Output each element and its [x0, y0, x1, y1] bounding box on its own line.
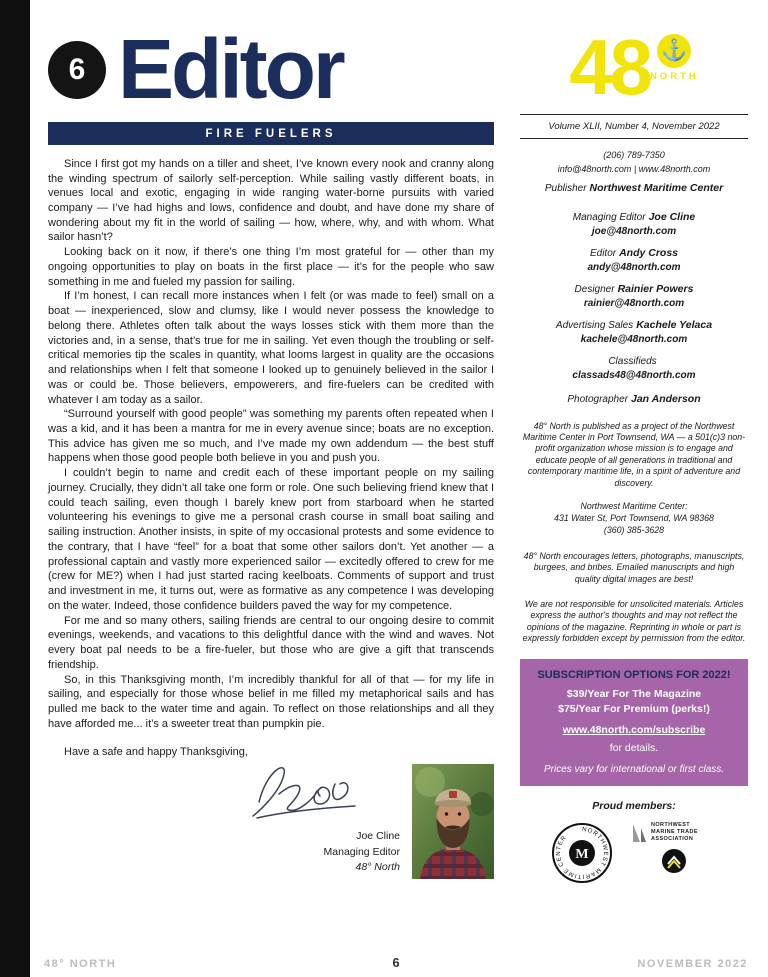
staff-entry — [520, 246, 748, 274]
northwest-maritime-center-logo — [551, 822, 613, 884]
mta-text-line: ASSOCIATION — [651, 836, 694, 843]
page-number-badge-text: 6 — [68, 52, 86, 86]
staff-role: Advertising Sales — [555, 320, 634, 332]
divider — [520, 114, 748, 115]
staff-role: Designer — [574, 284, 615, 296]
address-line: (360) 385-3628 — [603, 524, 665, 535]
page-title: Editor — [118, 22, 343, 116]
article-paragraph: Looking back on it now, if there’s one thing I’m most grateful for — other than my ongoing opportunities to play on boats in the first place — it’s for the people who saw something in me and fueled my passion for sailing. — [48, 246, 494, 288]
anchor-icon: ⚓ — [657, 34, 691, 68]
staff-role: Editor — [589, 248, 617, 260]
article-paragraph: If I’m honest, I can recall more instances when I felt (or was made to feel) small on a boat — inexperienced, slow and clumsy, like I would never possess the knowledge to belong there. Athletes often talk about the ways losses stick with them more than the victories and, in a sense, that’s true for me in sailing. Yet even though the troubling or self-critical memories tip the scales in quantity, what looms largest in quality are the occasions and relationships when I felt that someone I looked up to genuinely believed in the sailor I was or could be. Those believers, empowerers, and fire-fuelers can be credited with whatever I am today as a sailor. — [48, 290, 494, 406]
staff-email: rainier@48north.com — [583, 297, 685, 309]
phone-number: (206) 789-7350 — [603, 150, 665, 161]
staff-entry — [520, 210, 748, 238]
article-paragraph: So, in this Thanksgiving month, I’m incredibly thankful for all of that — for my life in sailing, and especially for those whose belief in me filled my metaphorical sails and has pulled me back to the water time and again. To reflect on those relationships and all they have afforded me... it’s a sweeter treat than pumpkin pie. — [48, 673, 494, 730]
disclaimer-paragraph: We are not responsible for unsolicited materials. Articles express the author's thoughts and may not reflect the opinions of the magazine. Reprinting in whole or part is expressly forbidden except by permission from the editor. — [522, 599, 746, 644]
sail-icon — [631, 822, 647, 844]
staff-name: Andy Cross — [619, 247, 679, 260]
mta-text-line: NORTHWEST — [651, 822, 691, 829]
member-logos-row — [520, 822, 748, 884]
staff-email: kachele@48north.com — [580, 333, 688, 345]
subscription-note: Prices vary for international or first class. — [543, 764, 725, 776]
volume-line: Volume XLII, Number 4, November 2022 — [548, 121, 720, 133]
staff-role: Photographer — [567, 394, 628, 406]
subscription-price-1: $39/Year For The Magazine — [566, 687, 702, 700]
article-paragraph: I couldn’t begin to name and credit each of these important people on my sailing journey. Crucially, they didn’t all take one form or role. One such believing friend knew that I could teach sailing, even though I barely knew port from starboard when he started volunteering his evenings to give me a personal crash course in small boat sailing and sailing instruction. Another insists, in spite of my occasional protests and some evidence to the contrary, that I have “feel” for a boat that some other sailors don’t. Yet another — a professional captain and vastly more experienced sailor — excitedly offered to crew for me (crew for ME?) when I had just started racing keelboats. Comments of support and trust and investment in me, it turns out, were as formative as any competence I was developing on the water. Indeed, those confidence builders paved the way for my competence. — [48, 467, 494, 612]
logo-number: 48 — [569, 23, 650, 111]
staff-list — [520, 210, 748, 407]
footer-magazine-name: 48° NORTH — [44, 958, 117, 970]
joe-cline-photo — [412, 764, 494, 879]
subscription-box — [520, 659, 748, 787]
byline-role: Managing Editor — [323, 845, 400, 858]
staff-email: joe@48north.com — [591, 225, 677, 237]
editor-article — [48, 22, 494, 886]
address-block — [520, 501, 748, 537]
staff-entry — [520, 354, 748, 382]
staff-entry — [520, 318, 748, 346]
page-footer — [44, 956, 748, 970]
left-edge-band — [0, 0, 30, 977]
northwest-marine-trade-association-logo — [631, 822, 717, 874]
staff-email: andy@48north.com — [587, 261, 681, 273]
staff-name: Joe Cline — [648, 211, 696, 224]
staff-name: Rainier Powers — [617, 283, 694, 296]
divider — [520, 138, 748, 139]
address-line: Northwest Maritime Center: — [580, 501, 688, 512]
article-paragraph: For me and so many others, sailing friends are central to our ongoing desire to commit evenings, weekends, and vacations to this delightful dance with the wind and waves. Not every boat pal needs to be a fire-fueler, but those who are give a gift that transcends friendship. — [48, 614, 494, 671]
staff-entry — [520, 392, 748, 407]
byline-name: Joe Cline — [356, 829, 400, 842]
publisher-line — [520, 182, 748, 194]
publisher-name: Northwest Maritime Center — [589, 182, 724, 195]
address-line: 431 Water St, Port Townsend, WA 98368 — [554, 513, 714, 523]
proud-members-label: Proud members: — [592, 800, 676, 813]
byline-caption — [324, 829, 400, 876]
contact-block — [520, 149, 748, 176]
joe-signature — [243, 758, 368, 828]
section-banner: FIRE FUELERS — [48, 122, 494, 145]
closing-line: Have a safe and happy Thanksgiving, — [64, 746, 248, 759]
byline-org: 48° North — [355, 861, 400, 874]
footer-issue-date: NOVEMBER 2022 — [637, 958, 749, 970]
about-paragraph: 48° North is published as a project of the Northwest Maritime Center in Port Townsend, WA — a 501(c)3 non-profit organization whose mission is to engage and educate people of all generations in traditional and contemporary maritime life, in a spirit of adventure and discovery. — [522, 420, 746, 488]
staff-email: classads48@48north.com — [572, 369, 696, 381]
subscription-price-2: $75/Year For Premium (perks!) — [558, 703, 710, 716]
masthead-sidebar — [520, 23, 748, 886]
mta-text-line: MARINE TRADE — [651, 829, 698, 836]
subscribe-link-suffix: for details. — [609, 742, 659, 755]
staff-name: Kachele Yelaca — [636, 319, 713, 332]
publisher-label: Publisher — [544, 183, 587, 195]
subscription-title: SUBSCRIPTION OPTIONS FOR 2022! — [537, 668, 731, 681]
svg-text:M: M — [575, 847, 589, 863]
page-number-badge — [48, 41, 106, 99]
logo-north-text: NORTH — [649, 71, 699, 82]
subscribe-link[interactable]: www.48north.com/subscribe — [562, 724, 706, 737]
staff-role: Classifieds — [608, 356, 657, 368]
article-body — [48, 157, 494, 760]
mta-emblem-icon — [661, 848, 687, 874]
maritime-ring-text: NORTHWEST MARITIME CENTER — [555, 827, 609, 880]
submissions-paragraph: 48° North encourages letters, photographs, manuscripts, burgees, and bribes. Emailed manuscripts and high quality digital images are best! — [523, 550, 745, 584]
staff-entry — [520, 282, 748, 310]
contact-line: info@48north.com | www.48north.com — [557, 163, 711, 174]
staff-role: Managing Editor — [572, 212, 646, 224]
article-paragraph: Since I first got my hands on a tiller and sheet, I’ve known every nook and cranny along the winding spectrum of sailorly self-perception. While sailing vastly different boats, in venues local and exotic, engaging in wide ranging water-borne pursuits with varied company — I’ve had highs and lows, confidence and doubt, and have done my share of wondering about my fit in the world of sailing — how, where, why, and with whom. What sailor hasn’t? — [48, 157, 494, 244]
staff-name: Jan Anderson — [630, 393, 701, 406]
footer-page-number: 6 — [392, 956, 400, 970]
48-north-logo — [520, 23, 748, 111]
article-paragraph: “Surround yourself with good people” was something my parents often repeated when I was a kid, and it has been a mantra for me in every avenue since; boats are no exception. This advice has given me so much, and I’ve made my own addendum — the best stuff happens when those good people both believe in you and push you. — [48, 408, 494, 465]
signature-area — [48, 764, 494, 886]
